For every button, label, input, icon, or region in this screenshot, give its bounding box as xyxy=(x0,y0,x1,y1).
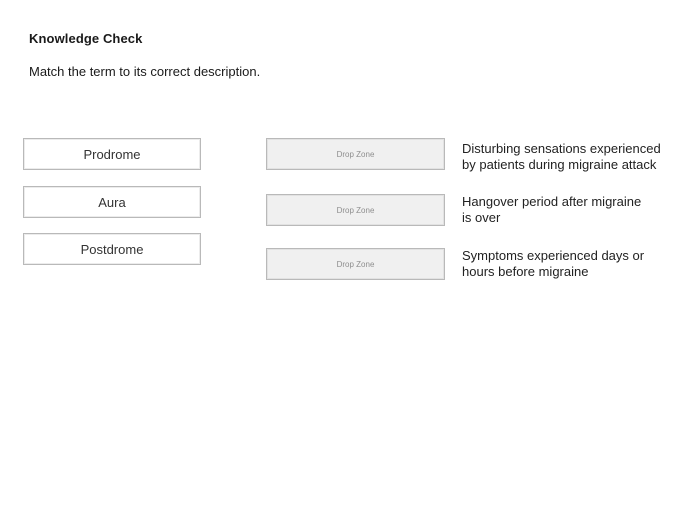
drag-term-postdrome[interactable]: Postdrome xyxy=(23,233,201,265)
description-3 xyxy=(462,248,692,280)
description-2 xyxy=(462,194,692,226)
description-3-line-1: Symptoms experienced days or xyxy=(462,248,645,263)
description-2-line-2: is over xyxy=(462,210,501,225)
description-3-line-2: hours before migraine xyxy=(462,264,589,279)
drop-zone-3[interactable]: Drop Zone xyxy=(266,248,445,280)
drag-term-aura[interactable]: Aura xyxy=(23,186,201,218)
drag-term-prodrome[interactable]: Prodrome xyxy=(23,138,201,170)
drop-zone-1[interactable]: Drop Zone xyxy=(266,138,445,170)
instructions-text: Match the term to its correct description. xyxy=(29,64,261,79)
page-title: Knowledge Check xyxy=(29,31,143,46)
description-1-line-1: Disturbing sensations experienced xyxy=(462,141,661,156)
description-1 xyxy=(462,141,692,173)
drop-zone-2[interactable]: Drop Zone xyxy=(266,194,445,226)
description-2-line-1: Hangover period after migraine xyxy=(462,194,642,209)
description-1-line-2: by patients during migraine attack xyxy=(462,157,657,172)
